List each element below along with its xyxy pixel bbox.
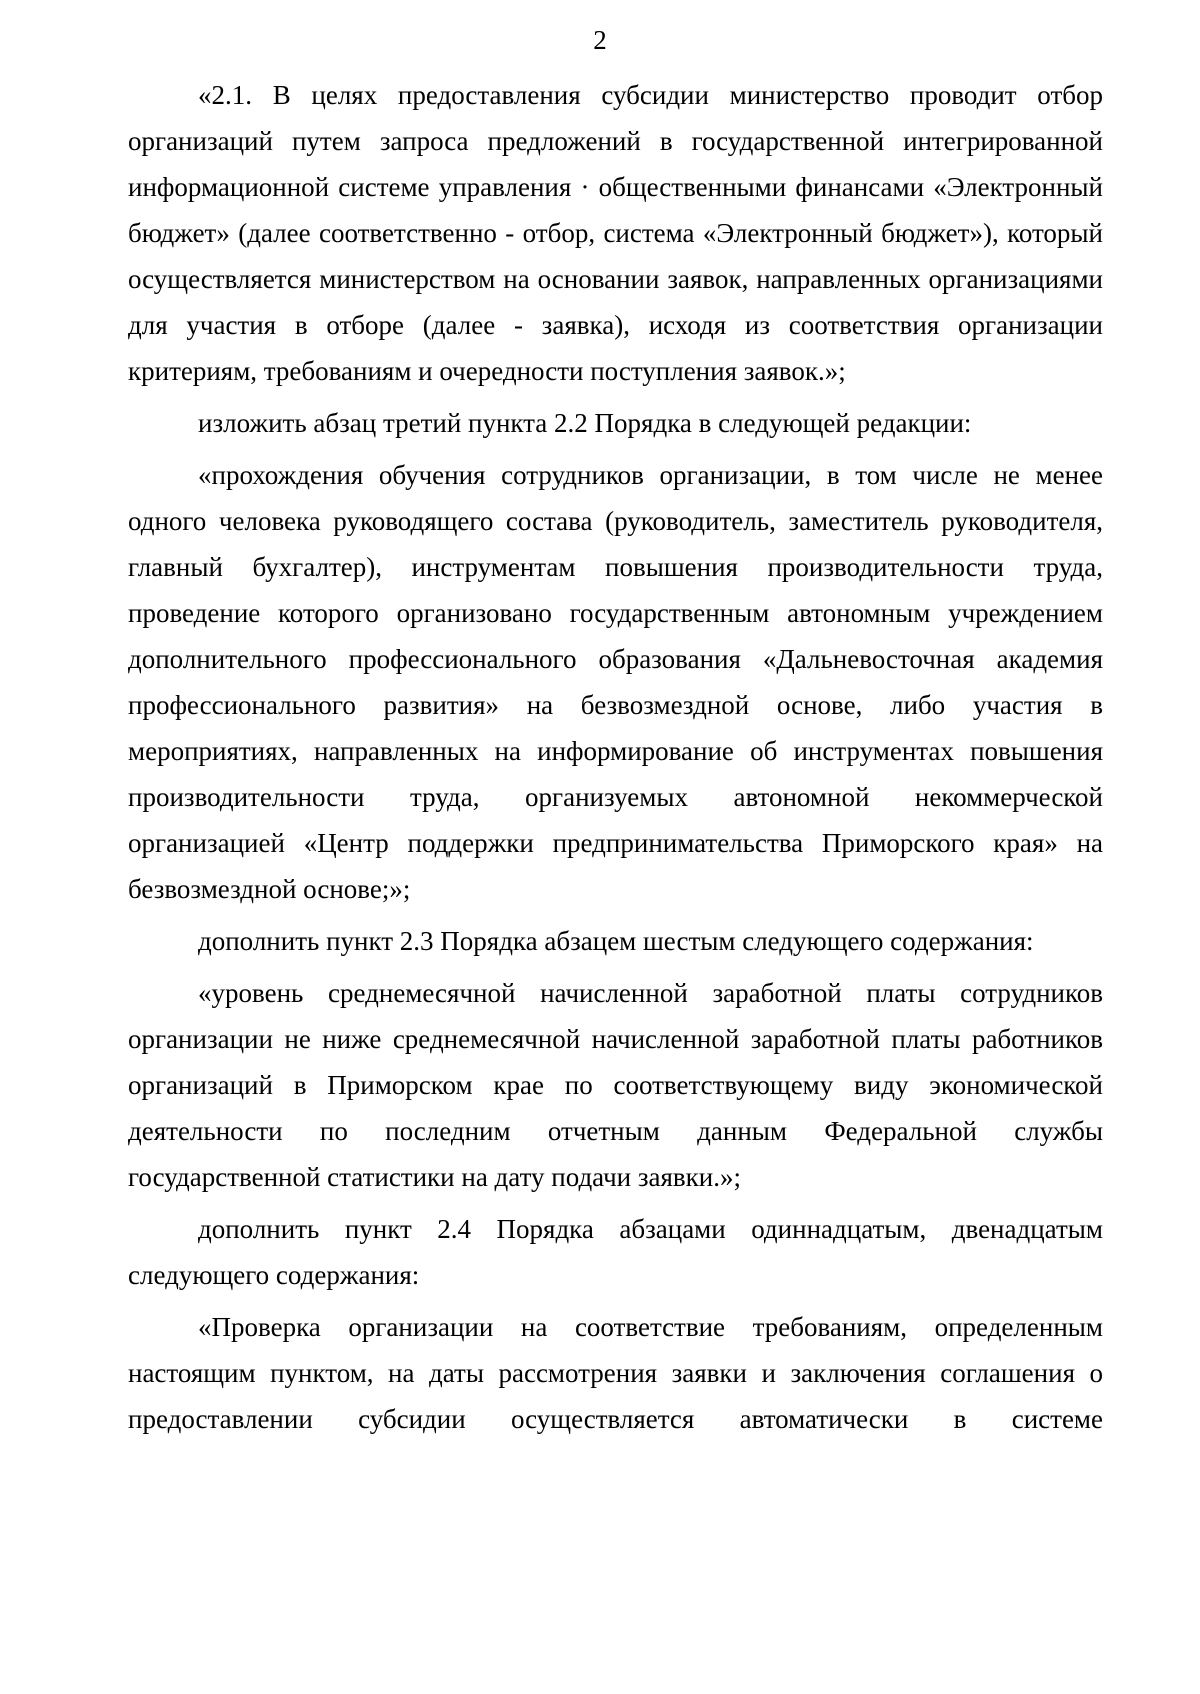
page-number: 2 — [593, 25, 607, 55]
paragraph-verification: «Проверка организации на соответствие требованиям, определенным настоящим пунктом, на даты рассмотрения заявки и заключения соглашения о предоставлении субсидии осуществляется автоматически в системе — [128, 1312, 1103, 1434]
paragraph-training-requirement: «прохождения обучения сотрудников организации, в том числе не менее одного человека руководящего состава (руководитель, заместитель руководителя, главный бухгалтер), инструментам повышения производительности труда, проведение которого организовано государственным автономным учреждением дополнительного профессионального образования «Дальневосточная академия профессионального развития» на безвозмездной основе, либо участия в мероприятиях, направленных на информирование об инструментах повышения производительности труда, организуемых автономной некоммерческой организацией «Центр поддержки предпринимательства Приморского края» на безвозмездной основе;»; — [128, 460, 1103, 904]
paragraph-amend-2-2: изложить абзац третий пункта 2.2 Порядка в следующей редакции: — [198, 408, 972, 438]
document-body — [128, 72, 1103, 1442]
paragraph-salary-requirement: «уровень среднемесячной начисленной заработной платы сотрудников организации не ниже среднемесячной начисленной заработной платы работников организаций в Приморском крае по соответствующему виду экономической деятельности по последним отчетным данным Федеральной службы государственной статистики на дату подачи заявки.»; — [128, 978, 1103, 1192]
paragraph-amend-2-4: дополнить пункт 2.4 Порядка абзацами одиннадцатым, двенадцатым следующего содержания: — [128, 1214, 1103, 1290]
paragraph-amend-2-3: дополнить пункт 2.3 Порядка абзацем шестым следующего содержания: — [198, 926, 1034, 956]
paragraph-2-1-selection: «2.1. В целях предоставления субсидии министерство проводит отбор организаций путем запроса предложений в государственной интегрированной информационной системе управления · общественными финансами «Электронный бюджет» (далее соответственно - отбор, система «Электронный бюджет»), который осуществляется министерством на основании заявок, направленных организациями для участия в отборе (далее - заявка), исходя из соответствия организации критериям, требованиям и очередности поступления заявок.»; — [128, 80, 1103, 386]
